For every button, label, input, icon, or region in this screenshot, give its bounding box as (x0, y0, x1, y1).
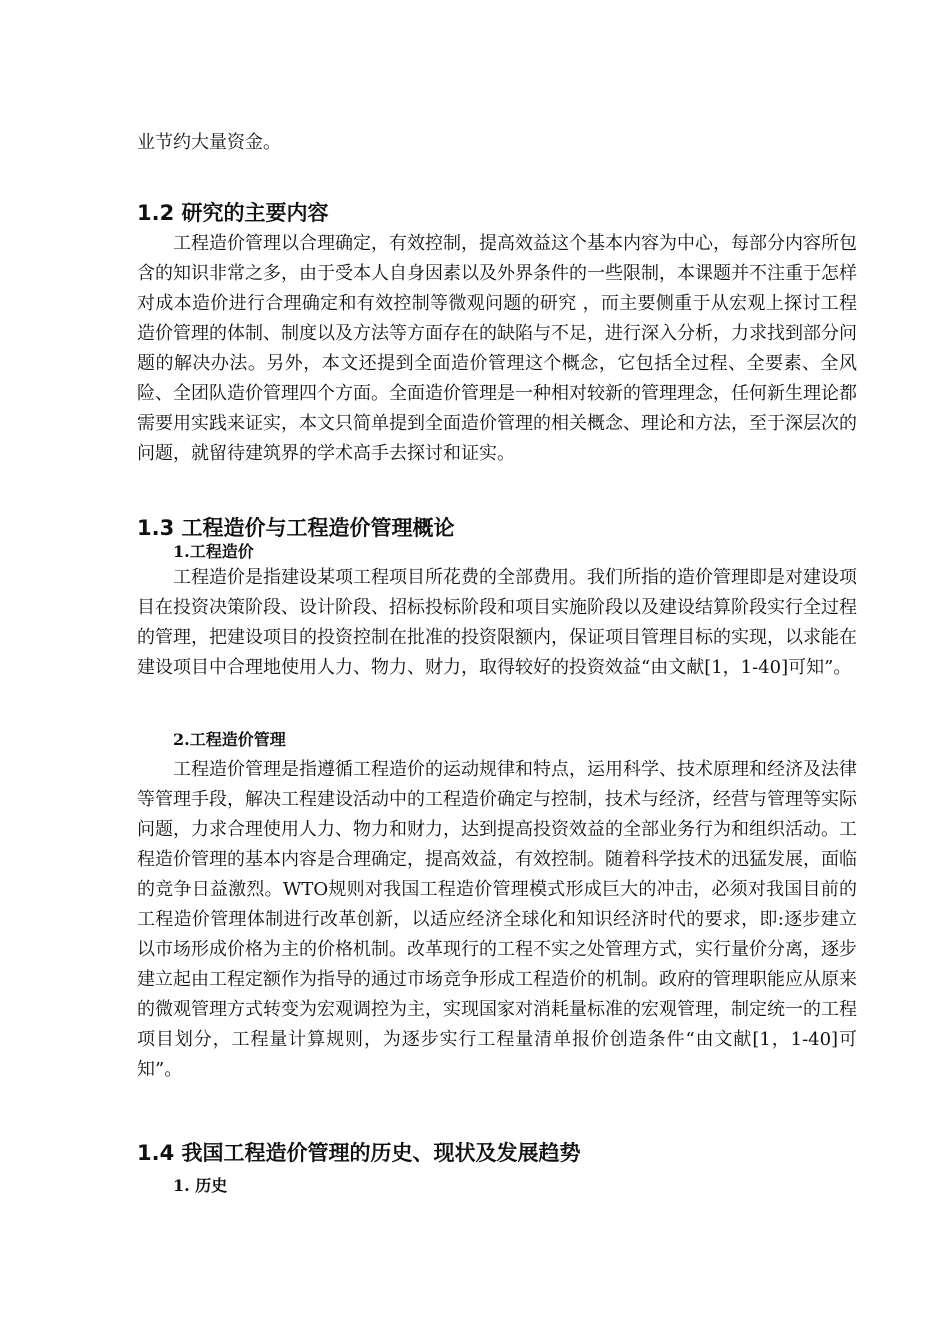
section-heading-1-3: 1.3 工程造价与工程造价管理概论 (137, 516, 455, 540)
continuation-paragraph: 业节约大量资金。 (137, 132, 281, 153)
subsection-title-cost: 1.工程造价 (173, 542, 254, 561)
section-1-2-paragraph: 工程造价管理以合理确定，有效控制，提高效益这个基本内容为中心，每部分内容所包含的知识非常之多，由于受本人自身因素以及外界条件的一些限制，本课题并不注重于怎样对成本造价进行合理确定和有效控制等微观问题的研究 ，而主要侧重于从宏观上探讨工程造价管理的体制、制度以及方法等方面存在的缺陷与不足，进行深入分析，力求找到部分问题的解决办法。另外，本文还提到全面造价管理这个概念，它包括全过程、全要素、全风险、全团队造价管理四个方面。全面造价管理是一种相对较新的管理理念，任何新生理论都需要用实践来证实，本文只简单提到全面造价管理的相关概念、理论和方法，至于深层次的问题，就留待建筑界的学术高手去探讨和证实。 (137, 233, 857, 464)
subsection-title-cost-management: 2.工程造价管理 (173, 730, 286, 749)
section-heading-1-4: 1.4 我国工程造价管理的历史、现状及发展趋势 (137, 1141, 581, 1165)
subsection-title-history: 1. 历史 (173, 1176, 228, 1195)
subsection-cost-management-paragraph: 工程造价管理是指遵循工程造价的运动规律和特点，运用科学、技术原理和经济及法律等管理手段，解决工程建设活动中的工程造价确定与控制，技术与经济，经营与管理等实际问题，力求合理使用人力、物力和财力，达到提高投资效益的全部业务行为和组织活动。工程造价管理的基本内容是合理确定，提高效益，有效控制。随着科学技术的迅猛发展，面临的竞争日益激烈。WTO规则对我国工程造价管理模式形成巨大的冲击，必须对我国目前的工程造价管理体制进行改革创新，以适应经济全球化和知识经济时代的要求，即:逐步建立以市场形成价格为主的价格机制。改革现行的工程不实之处管理方式，实行量价分离，逐步建立起由工程定额作为指导的通过市场竞争形成工程造价的机制。政府的管理职能应从原来的微观管理方式转变为宏观调控为主，实现国家对消耗量标准的宏观管理，制定统一的工程项目划分，工程量计算规则，为逐步实行工程量清单报价创造条件“由文献[1，1-40]可知”。 (137, 759, 857, 1080)
section-heading-1-2: 1.2 研究的主要内容 (137, 201, 329, 225)
subsection-cost-paragraph: 工程造价是指建设某项工程项目所花费的全部费用。我们所指的造价管理即是对建设项目在投资决策阶段、设计阶段、招标投标阶段和项目实施阶段以及建设结算阶段实行全过程的管理，把建设项目的投资控制在批准的投资限额内，保证项目管理目标的实现，以求能在建设项目中合理地使用人力、物力、财力，取得较好的投资效益“由文献[1，1-40]可知”。 (137, 567, 857, 678)
